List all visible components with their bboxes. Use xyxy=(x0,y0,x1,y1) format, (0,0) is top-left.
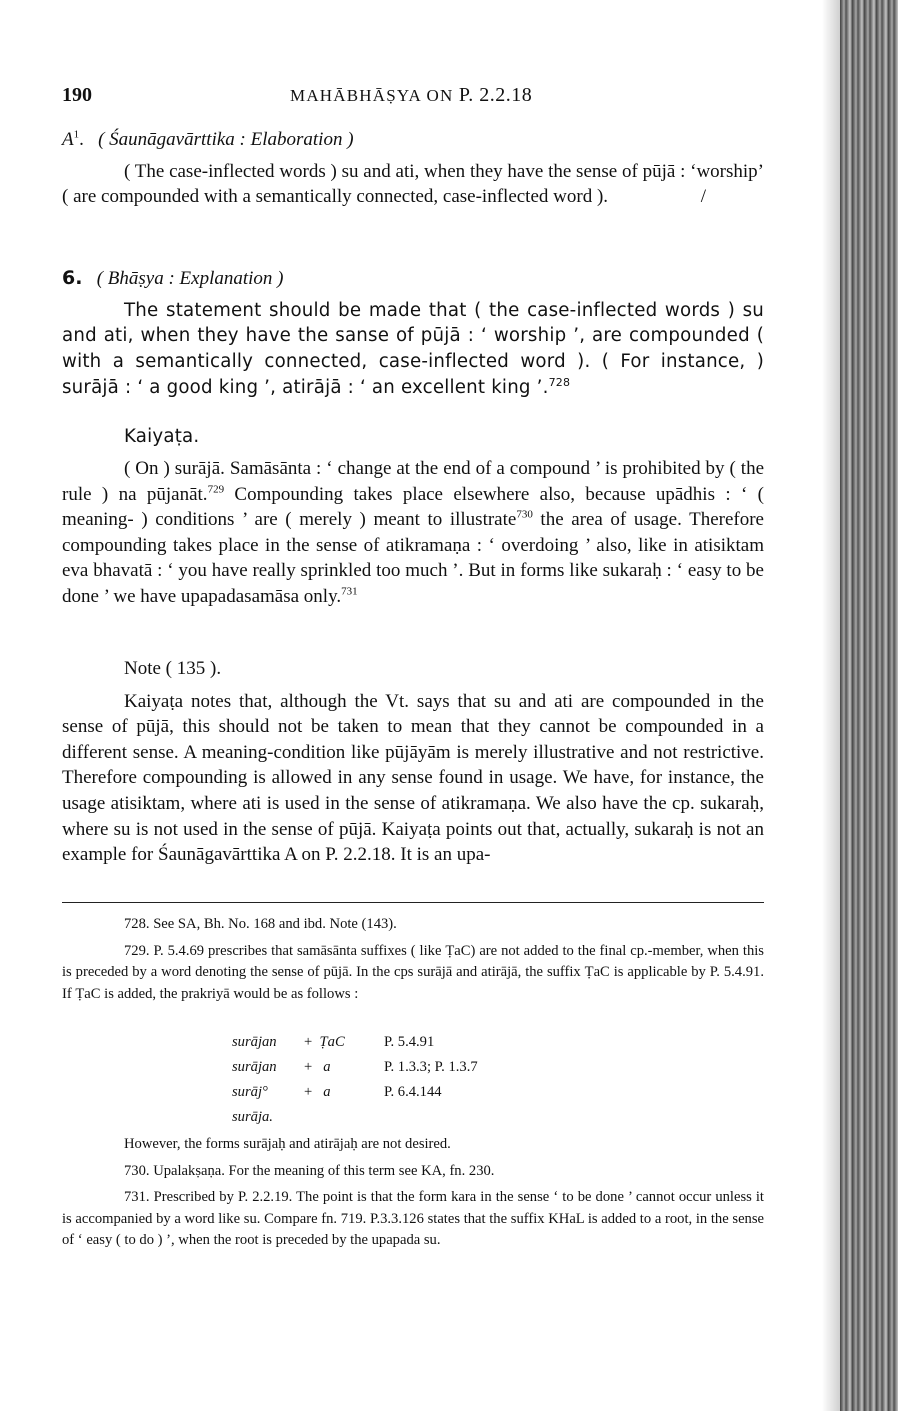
section-6-heading-line xyxy=(62,266,764,292)
fn-ref-731: 731 xyxy=(341,585,358,598)
kaiyata-section xyxy=(62,424,764,450)
prakriya-form: surāja. xyxy=(232,1109,273,1125)
kaiyata-part-3: the area of usage. Therefore compounding takes place in the sense of atikramaṇa : ‘ overdoing ’ also, like in atisiktam eva bhavatā : ‘ you have really sprinkled too much ’. But in forms like sukaraḥ : ‘ easy to be done ’ we have upapadasamāsa only. xyxy=(62,509,764,607)
fn-ref-729: 729 xyxy=(207,483,225,496)
footnotes xyxy=(62,914,764,1005)
a1-heading: ( Śaunāgavārttika : Elaboration ) xyxy=(98,129,354,150)
kaiyata-part-1: ( On ) surājā. Samāsānta : ‘ change at the end of a compound ’ is prohibited by ( the rule ) na pūjanāt. xyxy=(62,458,764,505)
footnote-730: 730. Upalakṣaṇa. For the meaning of this term see KA, fn. 230. xyxy=(124,1162,495,1179)
kaiyata-part-2: Compounding takes place elsewhere also, because upādhis : ‘ ( meaning- ) conditions ’ are ( merely ) meant to illustrate xyxy=(62,483,764,531)
page-edge-gradient xyxy=(822,0,840,1411)
kaiyata-text xyxy=(62,456,764,610)
prakriya-row xyxy=(232,1082,478,1107)
prakriya-form: surāj° xyxy=(232,1084,268,1100)
prakriya-suffix-text: a xyxy=(323,1059,331,1075)
kaiyata-heading: Kaiyaṭa. xyxy=(124,426,200,447)
prakriya-row xyxy=(232,1032,478,1057)
note-text: Kaiyaṭa notes that, although the Vt. says that su and ati are compounded in the sense of pūjā, this should not be taken to mean that they cannot be compounded in a different sense. A meaning-condition like pūjāyām is merely illustrative and not restrictive. Therefore compounding is allowed in any sense found in usage. We have, for instance, the usage atisiktam, where ati is used in the sense of atikramaṇa. We also have the cp. sukaraḥ, where su is not used in the sense of pūjā. Kaiyaṭa points out that, actually, sukaraḥ is not an example for Śaunāgavārttika A on P. 2.2.18. It is an upa- xyxy=(62,690,764,866)
prakriya-suffix-text: ṬaC xyxy=(319,1034,345,1050)
a1-text-body: ( The case-inflected words ) su and ati, when they have the sense of pūjā : ‘worship’ ( are compounded with a semantically connected, case-inflected word ). xyxy=(62,160,764,208)
prakriya-op: + xyxy=(304,1034,313,1050)
prakriya-suffix xyxy=(304,1107,384,1132)
page-edge-scan-shadow xyxy=(840,0,898,1411)
a1-text xyxy=(62,159,764,210)
kaiyata-text-block xyxy=(62,456,764,610)
prakriya-table xyxy=(232,1032,478,1132)
prakriya-op: + xyxy=(304,1084,313,1100)
note-section xyxy=(62,656,764,868)
running-title xyxy=(290,84,532,107)
section-6-text xyxy=(62,298,764,401)
note-heading: Note ( 135 ). xyxy=(124,658,222,679)
prakriya-form: surājan xyxy=(232,1034,277,1050)
footnote-731: 731. Prescribed by P. 2.2.19. The point is that the form kara in the sense ‘ to be done ’ cannot occur unless it is accompanied by a word like su. Compare fn. 719. P.3.3.126 states that the suffix KHaL is added to a root, in the sense of ‘ easy ( to do ) ’, when the root is preceded by the upapada su. xyxy=(62,1189,764,1249)
footnotes-continued xyxy=(62,1134,764,1252)
footnote-rule xyxy=(62,902,764,903)
footnote-729: 729. P. 5.4.69 prescribes that samāsānta suffixes ( like ṬaC) are not added to the final cp.-member, when this is preceded by a word denoting the sense of pūjā. In the cps surājā and atirājā, the suffix ṬaC is applicable by P. 5.4.91. If ṬaC is added, the prakriyā would be as follows : xyxy=(62,942,764,1002)
section-6-body: The statement should be made that ( the case-inflected words ) su and ati, when they have the sanse of pūjā : ‘ worship ’, are compounded ( with a semantically connected, case-inflected word ). ( For instance, ) surājā : ‘ a good king ’, atirājā : ‘ an excellent king ’. xyxy=(62,299,764,398)
prakriya-form: surājan xyxy=(232,1059,277,1075)
section-6-heading: ( Bhāṣya : Explanation ) xyxy=(96,268,284,289)
fn-ref-730: 730 xyxy=(516,508,533,521)
prakriya-suffix xyxy=(304,1057,384,1082)
running-title-rule: P. 2.2.18 xyxy=(458,84,533,106)
a1-label: A xyxy=(62,129,74,150)
page-number: 190 xyxy=(62,84,92,106)
section-6-number: 6. xyxy=(62,267,83,289)
fn-ref-728: 728 xyxy=(548,375,571,389)
a1-heading-line: $A^1$. ( Śaunāgavārttika : Elaboration ) xyxy=(62,128,354,150)
prakriya-ref: P. 6.4.144 xyxy=(384,1084,442,1100)
prakriya-ref xyxy=(384,1107,478,1132)
prakriya-suffix xyxy=(304,1032,384,1057)
section-6 xyxy=(62,266,764,401)
footnote-729-however: However, the forms surājaḥ and atirājaḥ are not desired. xyxy=(124,1136,451,1152)
a1-block xyxy=(62,127,764,210)
a1-label-sup: 1 xyxy=(73,128,80,141)
running-title-text: MAHĀBHĀṢYA ON xyxy=(290,86,454,105)
prakriya-ref: P. 5.4.91 xyxy=(384,1034,435,1050)
prakriya-row xyxy=(232,1107,478,1132)
prakriya-suffix-text: a xyxy=(323,1084,331,1100)
prakriya-row xyxy=(232,1057,478,1082)
a1-margin-mark: / xyxy=(700,186,706,208)
prakriya-suffix xyxy=(304,1082,384,1107)
footnote-728: 728. See SA, Bh. No. 168 and ibd. Note (143). xyxy=(124,916,397,932)
prakriya-op: + xyxy=(304,1059,313,1075)
prakriya-ref: P. 1.3.3; P. 1.3.7 xyxy=(384,1059,478,1075)
